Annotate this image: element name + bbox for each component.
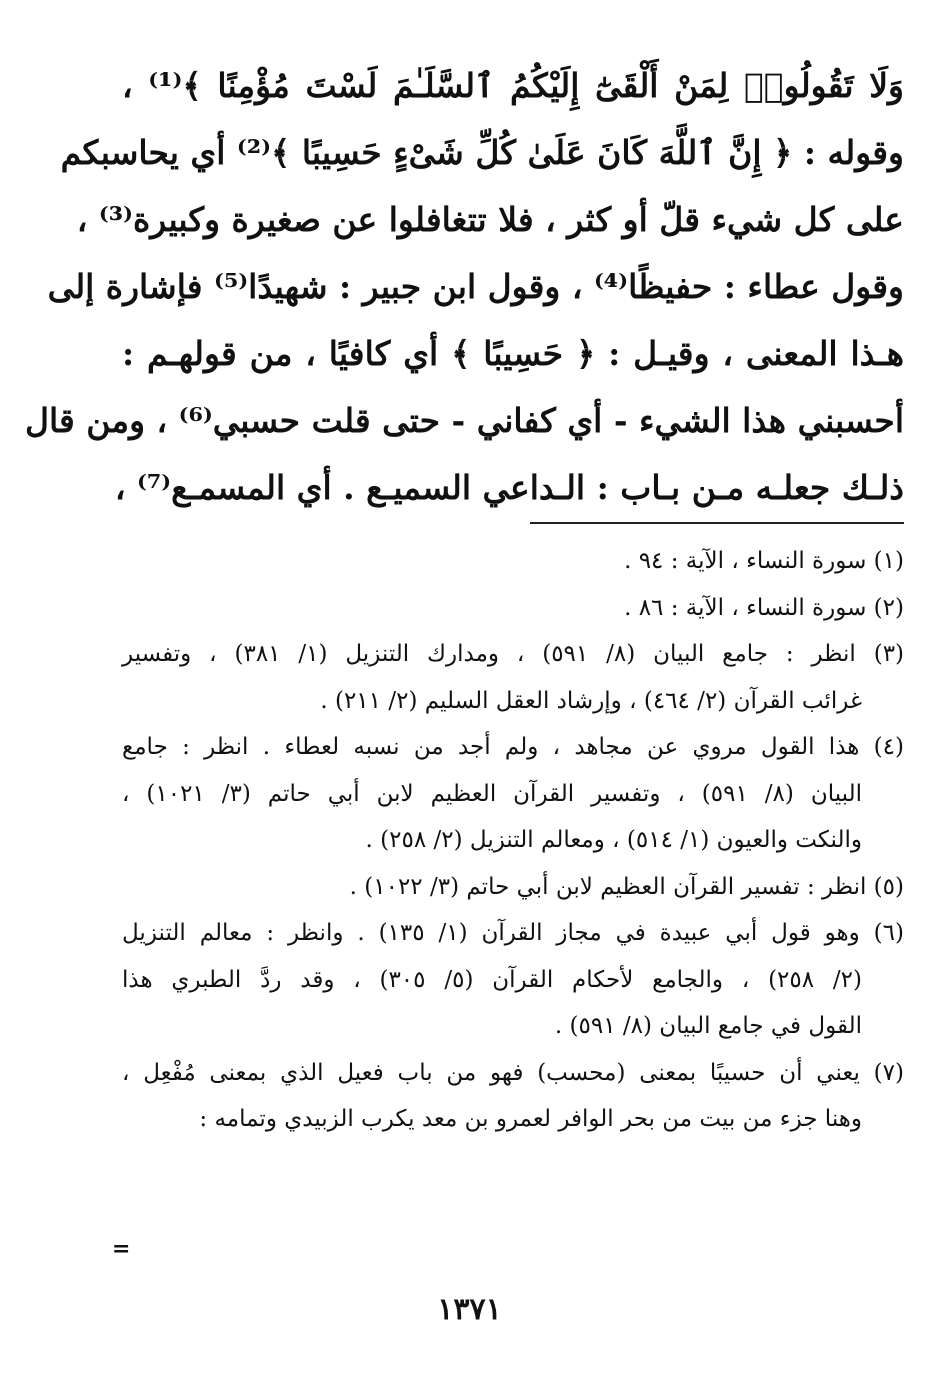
footnote-5 <box>122 864 904 911</box>
footnote-line: (٤) هذا القول مروي عن مجاهد ، ولم أجد من نسبه لعطاء . انظر : جامع <box>122 734 904 760</box>
footnote-line: غرائب القرآن (٢/ ٤٦٤) ، وإرشاد العقل السليم (٢/ ٢١١) . <box>320 687 862 714</box>
footnote-separator <box>530 522 904 524</box>
footnote-1 <box>122 538 904 585</box>
page-number: ١٣٧١ <box>437 1292 502 1327</box>
continuation-mark: = <box>112 1236 131 1262</box>
footnote-line: وهنا جزء من بيت من بحر الوافر لعمرو بن معد يكرب الزبيدي وتمامه : <box>199 1106 862 1132</box>
footnote-line: البيان (٨/ ٥٩١) ، وتفسير القرآن العظيم لابن أبي حاتم (٣/ ١٠٢١) ، <box>122 780 863 807</box>
footnote-line: (٣) انظر : جامع البيان (٨/ ٥٩١) ، ومدارك التنزيل (١/ ٣٨١) ، وتفسير <box>122 641 905 667</box>
main-text-line: على كل شيء قلّ أو كثر ، فلا تتغافلوا عن صغيرة وكبيرة⁽³⁾ ، <box>76 200 904 239</box>
footnote-line: (٥) انظر : تفسير القرآن العظيم لابن أبي حاتم (٣/ ١٠٢٢) . <box>349 873 904 900</box>
footnotes-block <box>122 538 904 1143</box>
footnote-line: والنكت والعيون (١/ ٥١٤) ، ومعالم التنزيل (٢/ ٢٥٨) . <box>365 827 862 853</box>
main-text-line: وقوله : ﴿ إِنَّ ٱللَّهَ كَانَ عَلَىٰ كُلِّ شَىْءٍ حَسِيبًا ﴾⁽²⁾ أي يحاسبكم <box>60 133 904 172</box>
footnote-2 <box>122 585 904 632</box>
footnote-line: القول في جامع البيان (٨/ ٥٩١) . <box>554 1013 862 1039</box>
main-text-block <box>24 52 904 521</box>
footnote-7 <box>122 1050 904 1143</box>
footnote-4 <box>122 724 904 864</box>
footnote-line: (٢) سورة النساء ، الآية : ٨٦ . <box>624 594 904 621</box>
main-text-line: أحسبني هذا الشيء - أي كفاني - حتى قلت حسبي⁽⁶⁾ ، ومن قال <box>24 401 904 440</box>
footnote-6 <box>122 910 904 1050</box>
footnote-line: (٧) يعني أن حسيبًا بمعنى (محسب) فهو من باب فعيل الذي بمعنى مُفْعِل ، <box>122 1059 904 1086</box>
main-text-line: وقول عطاء : حفيظًا⁽⁴⁾ ، وقول ابن جبير : شهيدًا⁽⁵⁾ فإشارة إلى <box>47 267 904 306</box>
footnote-line: (٦) وهو قول أبي عبيدة في مجاز القرآن (١/ ١٣٥) . وانظر : معالم التنزيل <box>122 920 904 946</box>
main-text-line: هـذا المعنى ، وقيـل : ﴿ حَسِيبًا ﴾ أي كافيًا ، من قولهـم : <box>122 334 904 373</box>
main-text-line: ذلـك جعلـه مـن بـاب : الـداعي السميـع . أي المسمـع⁽⁷⁾ ، <box>114 468 904 507</box>
footnote-line: (٢/ ٢٥٨) ، والجامع لأحكام القرآن (٥/ ٣٠٥) ، وقد ردَّ الطبري هذا <box>122 966 863 993</box>
main-text-line: وَلَا تَقُولُوا۟ لِمَنْ أَلْقَىٰٓ إِلَيْكُمُ ٱلسَّلَـٰمَ لَسْتَ مُؤْمِنًا ﴾⁽¹⁾ ، <box>122 66 904 105</box>
footnote-3 <box>122 631 904 724</box>
footnote-line: (١) سورة النساء ، الآية : ٩٤ . <box>624 548 904 574</box>
